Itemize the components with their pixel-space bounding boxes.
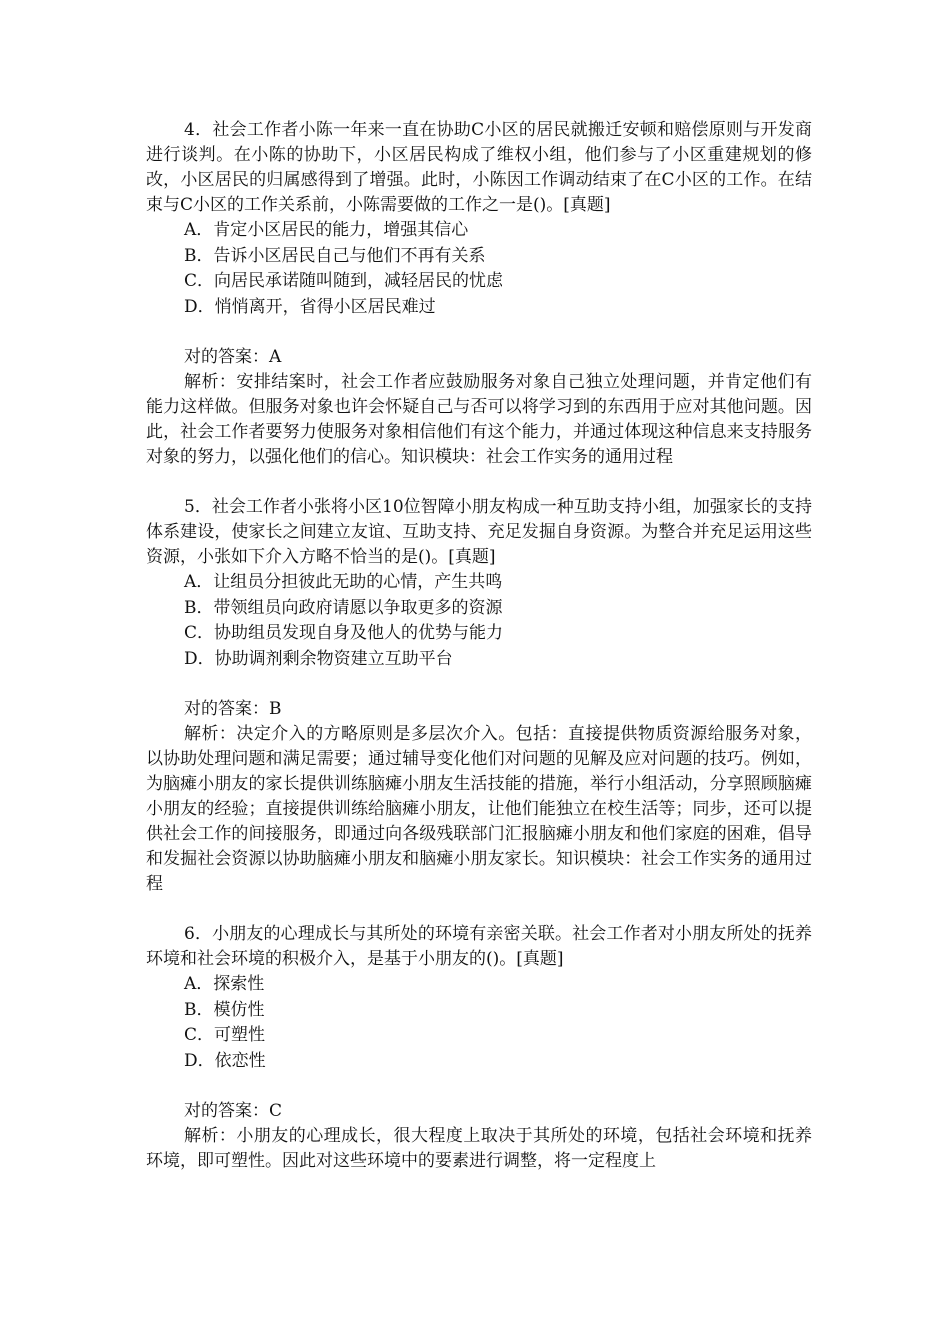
option-b: B．模仿性 — [184, 999, 265, 1020]
option-d: D．依恋性 — [184, 1050, 266, 1071]
option-b: B．带领组员向政府请愿以争取更多的资源 — [184, 597, 503, 618]
option-d: D．协助调剂剩余物资建立互助平台 — [184, 648, 453, 669]
document-page — [146, 118, 812, 1174]
option-d: D．悄悄离开，省得小区居民难过 — [184, 296, 436, 317]
option-a: A．让组员分担彼此无助的心情，产生共鸣 — [184, 572, 503, 592]
question-6 — [146, 922, 812, 1174]
spacer — [146, 672, 812, 697]
answer: 对的答案：B — [184, 699, 282, 719]
question-stem: 6．小朋友的心理成长与其所处的环境有亲密关联。社会工作者对小朋友所处的抚养环境和社会环境的积极介入，是基于小朋友的()。[真题] — [146, 924, 812, 969]
spacer — [146, 897, 812, 922]
analysis: 解析：决定介入的方略原则是多层次介入。包括：直接提供物质资源给服务对象，以协助处理问题和满足需要；通过辅导变化他们对问题的见解及应对问题的技巧。例如，为脑瘫小朋友的家长提供训练脑瘫小朋友生活技能的措施，举行小组活动，分享照顾脑瘫小朋友的经验；直接提供训练给脑瘫小朋友，让他们能独立在校生活等；同步，还可以提供社会工作的间接服务，即通过向各级残联部门汇报脑瘫小朋友和他们家庭的困难，倡导和发掘社会资源以协助脑瘫小朋友和脑瘫小朋友家长。知识模块：社会工作实务的通用过程 — [146, 724, 812, 894]
option-c: C．向居民承诺随叫随到，减轻居民的忧虑 — [184, 271, 504, 291]
question-stem: 5．社会工作者小张将小区10位智障小朋友构成一种互助支持小组，加强家长的支持体系建设，使家长之间建立友谊、互助支持、充足发掘自身资源。为整合并充足运用这些资源，小张如下介入方略不恰当的是()。[真题] — [146, 497, 812, 567]
option-c: C．协助组员发现自身及他人的优势与能力 — [184, 623, 504, 643]
spacer — [146, 1074, 812, 1099]
answer: 对的答案：A — [184, 347, 282, 367]
question-5 — [146, 495, 812, 897]
question-4 — [146, 118, 812, 470]
analysis: 解析：小朋友的心理成长，很大程度上取决于其所处的环境，包括社会环境和抚养环境，即可塑性。因此对这些环境中的要素进行调整，将一定程度上 — [146, 1126, 812, 1171]
analysis: 解析：安排结案时，社会工作者应鼓励服务对象自己独立处理问题，并肯定他们有能力这样做。但服务对象也许会怀疑自己与否可以将学习到的东西用于应对其他问题。因此，社会工作者要努力使服务对象相信他们有这个能力，并通过体现这种信息来支持服务对象的努力，以强化他们的信心。知识模块：社会工作实务的通用过程 — [146, 372, 812, 467]
question-stem: 4．社会工作者小陈一年来一直在协助C小区的居民就搬迁安顿和赔偿原则与开发商进行谈判。在小陈的协助下，小区居民构成了维权小组，他们参与了小区重建规划的修改，小区居民的归属感得到了增强。此时，小陈因工作调动结束了在C小区的工作。在结束与C小区的工作关系前，小陈需要做的工作之一是()。[真题] — [146, 120, 812, 215]
option-a: A．肯定小区居民的能力，增强其信心 — [184, 220, 469, 240]
spacer — [146, 470, 812, 495]
answer: 对的答案：C — [184, 1101, 283, 1121]
option-b: B．告诉小区居民自己与他们不再有关系 — [184, 245, 486, 266]
option-c: C．可塑性 — [184, 1025, 266, 1045]
spacer — [146, 320, 812, 345]
option-a: A．探索性 — [184, 974, 265, 994]
